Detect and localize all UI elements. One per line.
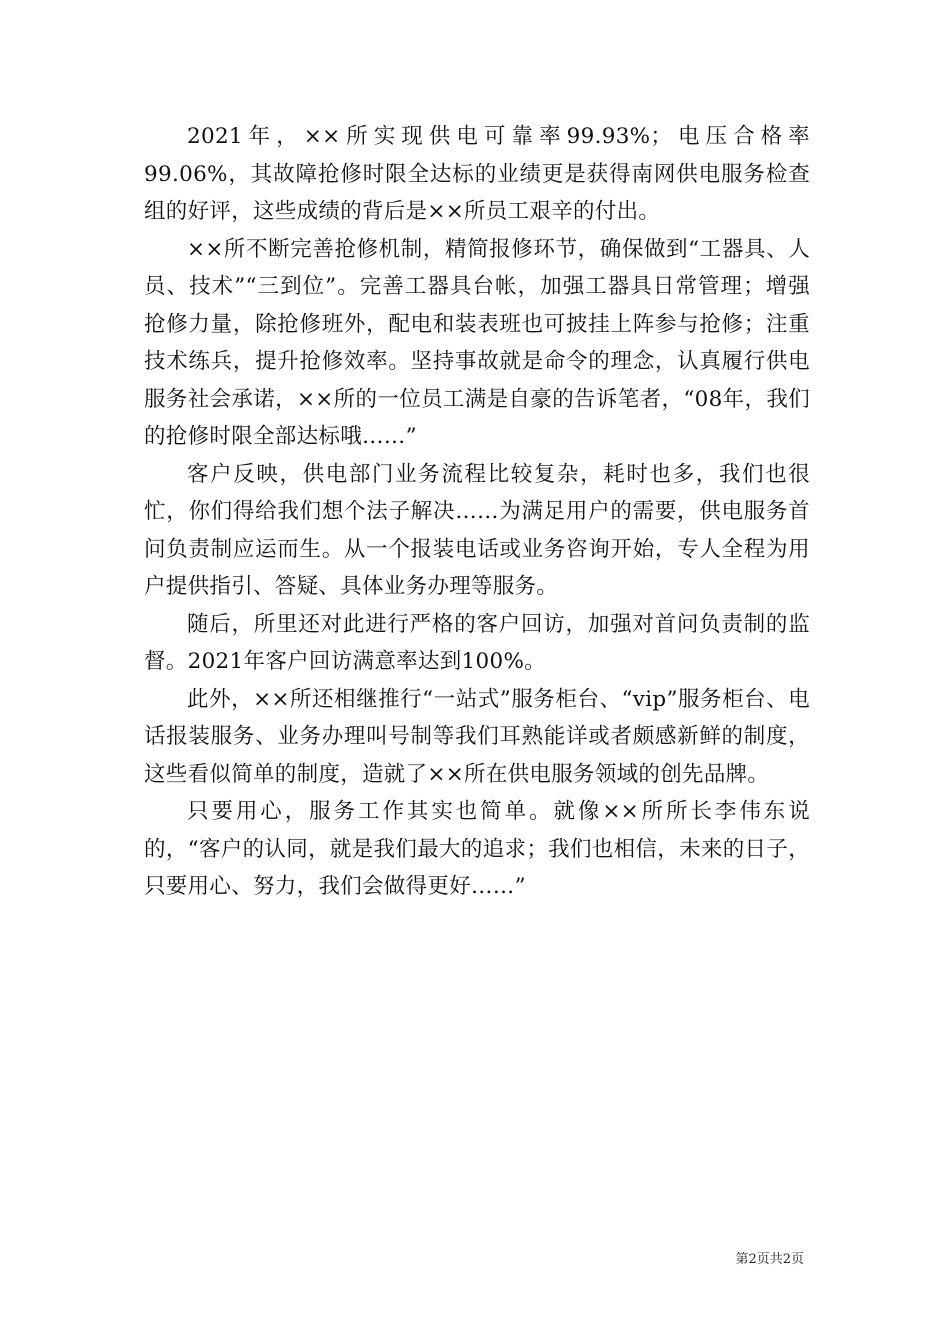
document-body xyxy=(144,118,810,906)
page-number: 第2页共2页 xyxy=(735,1252,804,1267)
paragraph-3: 客户反映，供电部门业务流程比较复杂，耗时也多，我们也很忙，你们得给我们想个法子解决……为满足用户的需要，供电服务首问负责制应运而生。从一个报装电话或业务咨询开始，专人全程为用户提供指引、答疑、具体业务办理等服务。 xyxy=(144,461,810,599)
paragraph-1: 2021年，××所实现供电可靠率99.93%；电压合格率99.06%，其故障抢修时限全达标的业绩更是获得南网供电服务检查组的好评，这些成绩的背后是××所员工艰辛的付出。 xyxy=(144,124,810,224)
paragraph-5: 此外，××所还相继推行“一站式”服务柜台、“vip”服务柜台、电话报装服务、业务办理叫号制等我们耳熟能详或者颇感新鲜的制度，这些看似简单的制度，造就了××所在供电服务领域的创先品牌。 xyxy=(144,686,810,787)
paragraph-2: ××所不断完善抢修机制，精简报修环节，确保做到“工器具、人员、技术”“三到位”。完善工器具台帐，加强工器具日常管理；增强抢修力量，除抢修班外，配电和装表班也可披挂上阵参与抢修；注重技术练兵，提升抢修效率。坚持事故就是命令的理念，认真履行供电服务社会承诺，××所的一位员工满是自豪的告诉笔者，“08年，我们的抢修时限全部达标哦……” xyxy=(144,236,810,449)
paragraph-4: 随后，所里还对此进行严格的客户回访，加强对首问负责制的监督。2021年客户回访满意率达到100%。 xyxy=(144,611,810,674)
paragraph-6: 只要用心，服务工作其实也简单。就像××所所长李伟东说的，“客户的认同，就是我们最大的追求；我们也相信，未来的日子，只要用心、努力，我们会做得更好……” xyxy=(144,799,810,899)
